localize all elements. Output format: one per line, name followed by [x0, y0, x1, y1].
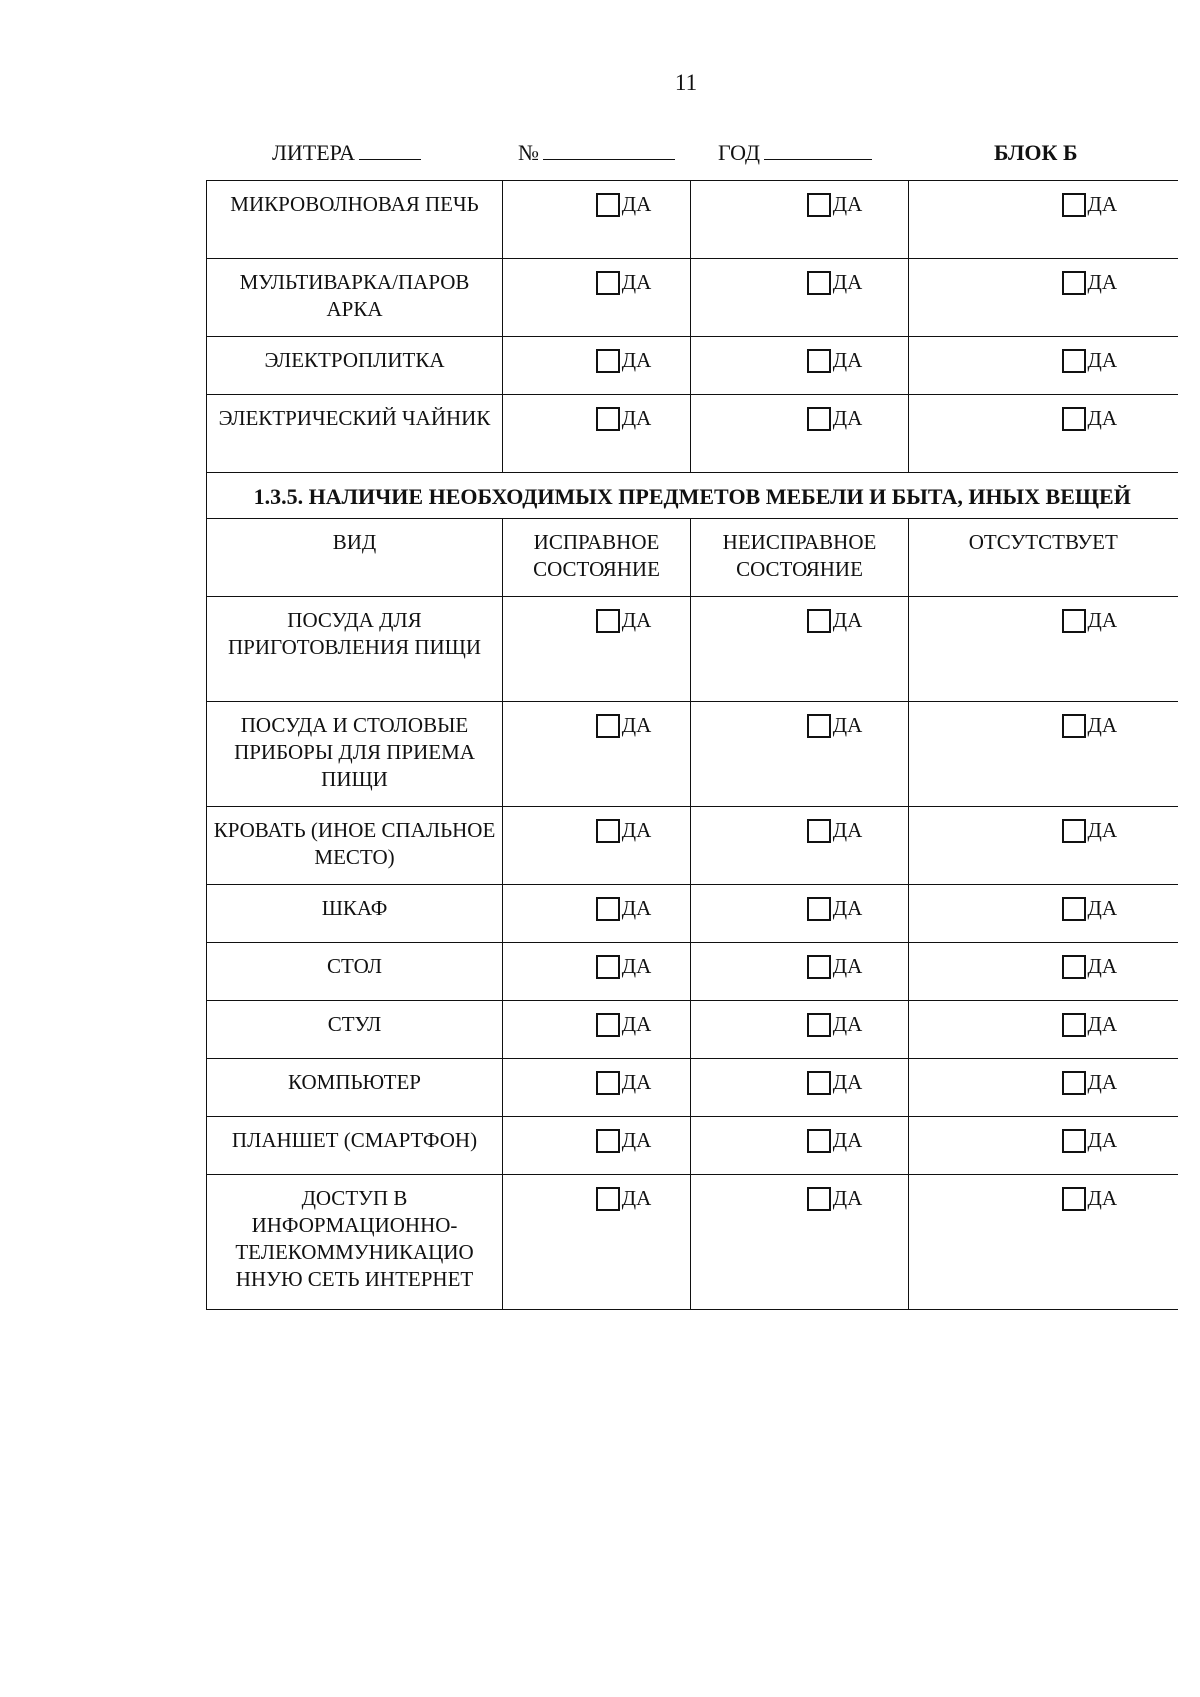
broken-cell [691, 181, 909, 259]
broken-checkbox-option[interactable] [807, 607, 863, 634]
litera-field [272, 140, 421, 166]
checkbox-label: ДА [832, 818, 863, 842]
working-cell [503, 1001, 691, 1059]
working-checkbox-option[interactable] [596, 1069, 652, 1096]
checkbox-label: ДА [1087, 1012, 1117, 1036]
absent-checkbox-option[interactable] [1062, 817, 1118, 844]
checkbox-label: ДА [621, 1012, 652, 1036]
absent-cell [909, 885, 1178, 943]
broken-checkbox-option[interactable] [807, 1127, 863, 1154]
checkbox[interactable] [596, 714, 620, 738]
checkbox-label: ДА [1087, 608, 1117, 632]
checkbox-label: ДА [832, 896, 863, 920]
checkbox[interactable] [596, 819, 620, 843]
working-checkbox-option[interactable] [596, 607, 652, 634]
absent-cell [909, 1117, 1178, 1175]
broken-checkbox-option[interactable] [807, 191, 863, 218]
working-cell [503, 1117, 691, 1175]
checkbox-label: ДА [621, 348, 652, 372]
inventory-table [206, 180, 1178, 1310]
checkbox[interactable] [1062, 407, 1086, 431]
checkbox[interactable] [807, 271, 831, 295]
year-label: ГОД [718, 140, 760, 165]
absent-checkbox-option[interactable] [1062, 1127, 1118, 1154]
checkbox-label: ДА [1087, 896, 1117, 920]
broken-cell [691, 1001, 909, 1059]
row-label: МУЛЬТИВАРКА/ПАРОВ АРКА [207, 259, 503, 337]
checkbox[interactable] [807, 1013, 831, 1037]
table-row [207, 1059, 1178, 1117]
checkbox-label: ДА [621, 896, 652, 920]
checkbox[interactable] [807, 193, 831, 217]
absent-checkbox-option[interactable] [1062, 607, 1118, 634]
appliance-rows [207, 181, 1178, 473]
table-row [207, 1001, 1178, 1059]
checkbox[interactable] [1062, 1071, 1086, 1095]
broken-cell [691, 337, 909, 395]
absent-checkbox-option[interactable] [1062, 269, 1118, 296]
column-header-type: ВИД [207, 519, 503, 597]
absent-checkbox-option[interactable] [1062, 1185, 1118, 1212]
working-cell [503, 943, 691, 1001]
checkbox[interactable] [1062, 955, 1086, 979]
absent-cell [909, 943, 1178, 1001]
furniture-rows [207, 597, 1178, 1310]
table-row [207, 395, 1178, 473]
working-checkbox-option[interactable] [596, 953, 652, 980]
checkbox[interactable] [807, 897, 831, 921]
checkbox-label: ДА [621, 1128, 652, 1152]
absent-checkbox-option[interactable] [1062, 712, 1118, 739]
broken-cell [691, 259, 909, 337]
table-row [207, 259, 1178, 337]
section-header [207, 473, 1178, 597]
working-cell [503, 597, 691, 702]
checkbox[interactable] [596, 271, 620, 295]
broken-checkbox-option[interactable] [807, 1011, 863, 1038]
checkbox-label: ДА [1087, 818, 1117, 842]
working-checkbox-option[interactable] [596, 895, 652, 922]
row-label: ДОСТУП В ИНФОРМАЦИОННО-ТЕЛЕКОММУНИКАЦИО ННУЮ СЕТЬ ИНТЕРНЕТ [207, 1175, 503, 1310]
checkbox-label: ДА [832, 713, 863, 737]
absent-cell [909, 259, 1178, 337]
checkbox[interactable] [807, 349, 831, 373]
checkbox[interactable] [807, 819, 831, 843]
year-blank[interactable] [764, 141, 872, 160]
table-row [207, 1117, 1178, 1175]
checkbox-label: ДА [1087, 954, 1117, 978]
checkbox-label: ДА [621, 406, 652, 430]
absent-cell [909, 1175, 1178, 1310]
checkbox[interactable] [596, 897, 620, 921]
row-label: КОМПЬЮТЕР [207, 1059, 503, 1117]
checkbox-label: ДА [621, 713, 652, 737]
table-row [207, 337, 1178, 395]
checkbox-label: ДА [832, 954, 863, 978]
column-header-broken: НЕИСПРАВНОЕ СОСТОЯНИЕ [691, 519, 909, 597]
checkbox-label: ДА [832, 1070, 863, 1094]
working-cell [503, 395, 691, 473]
absent-checkbox-option[interactable] [1062, 1069, 1118, 1096]
working-checkbox-option[interactable] [596, 817, 652, 844]
broken-checkbox-option[interactable] [807, 405, 863, 432]
absent-checkbox-option[interactable] [1062, 953, 1118, 980]
checkbox[interactable] [807, 1129, 831, 1153]
table-row [207, 885, 1178, 943]
row-label: ПОСУДА И СТОЛОВЫЕ ПРИБОРЫ ДЛЯ ПРИЕМА ПИЩИ [207, 702, 503, 807]
checkbox-label: ДА [1087, 270, 1117, 294]
absent-checkbox-option[interactable] [1062, 191, 1118, 218]
absent-cell [909, 702, 1178, 807]
number-field [518, 140, 675, 166]
table-row [207, 597, 1178, 702]
absent-checkbox-option[interactable] [1062, 895, 1118, 922]
checkbox[interactable] [1062, 897, 1086, 921]
checkbox[interactable] [596, 1013, 620, 1037]
checkbox-label: ДА [1087, 192, 1117, 216]
absent-cell [909, 597, 1178, 702]
checkbox[interactable] [1062, 271, 1086, 295]
absent-checkbox-option[interactable] [1062, 347, 1118, 374]
checkbox-label: ДА [621, 192, 652, 216]
checkbox-label: ДА [1087, 348, 1117, 372]
checkbox[interactable] [596, 1129, 620, 1153]
absent-cell [909, 1001, 1178, 1059]
checkbox-label: ДА [832, 192, 863, 216]
form-header [0, 140, 1200, 170]
working-cell [503, 702, 691, 807]
row-label: ЭЛЕКТРИЧЕСКИЙ ЧАЙНИК [207, 395, 503, 473]
row-label: СТУЛ [207, 1001, 503, 1059]
column-header-working: ИСПРАВНОЕ СОСТОЯНИЕ [503, 519, 691, 597]
broken-cell [691, 1117, 909, 1175]
checkbox[interactable] [807, 609, 831, 633]
checkbox[interactable] [807, 1071, 831, 1095]
broken-checkbox-option[interactable] [807, 1185, 863, 1212]
broken-checkbox-option[interactable] [807, 817, 863, 844]
checkbox[interactable] [596, 349, 620, 373]
working-checkbox-option[interactable] [596, 191, 652, 218]
broken-checkbox-option[interactable] [807, 895, 863, 922]
checkbox[interactable] [1062, 1013, 1086, 1037]
working-checkbox-option[interactable] [596, 1011, 652, 1038]
working-checkbox-option[interactable] [596, 405, 652, 432]
checkbox-label: ДА [832, 608, 863, 632]
checkbox[interactable] [596, 609, 620, 633]
broken-checkbox-option[interactable] [807, 1069, 863, 1096]
absent-checkbox-option[interactable] [1062, 405, 1118, 432]
page-number: 11 [674, 70, 698, 95]
checkbox-label: ДА [1087, 1128, 1117, 1152]
broken-checkbox-option[interactable] [807, 953, 863, 980]
working-cell [503, 337, 691, 395]
checkbox[interactable] [1062, 609, 1086, 633]
absent-cell [909, 807, 1178, 885]
year-field [718, 140, 872, 166]
checkbox-label: ДА [621, 1070, 652, 1094]
absent-checkbox-option[interactable] [1062, 1011, 1118, 1038]
checkbox[interactable] [1062, 193, 1086, 217]
section-title: 1.3.5. НАЛИЧИЕ НЕОБХОДИМЫХ ПРЕДМЕТОВ МЕБЕЛИ И БЫТА, ИНЫХ ВЕЩЕЙ [207, 473, 1178, 519]
broken-cell [691, 1059, 909, 1117]
working-cell [503, 181, 691, 259]
checkbox[interactable] [596, 1187, 620, 1211]
checkbox[interactable] [596, 407, 620, 431]
absent-cell [909, 395, 1178, 473]
column-header-row [207, 519, 1178, 597]
checkbox[interactable] [807, 955, 831, 979]
checkbox-label: ДА [621, 818, 652, 842]
checkbox-label: ДА [832, 1128, 863, 1152]
broken-cell [691, 807, 909, 885]
checkbox[interactable] [1062, 714, 1086, 738]
absent-cell [909, 181, 1178, 259]
checkbox-label: ДА [621, 1186, 652, 1210]
broken-checkbox-option[interactable] [807, 712, 863, 739]
checkbox-label: ДА [621, 954, 652, 978]
broken-cell [691, 885, 909, 943]
broken-cell [691, 1175, 909, 1310]
checkbox-label: ДА [621, 270, 652, 294]
checkbox[interactable] [807, 714, 831, 738]
row-label: МИКРОВОЛНОВАЯ ПЕЧЬ [207, 181, 503, 259]
row-label: ЭЛЕКТРОПЛИТКА [207, 337, 503, 395]
absent-cell [909, 1059, 1178, 1117]
table-row [207, 1175, 1178, 1310]
checkbox-label: ДА [1087, 1070, 1117, 1094]
checkbox-label: ДА [832, 348, 863, 372]
litera-label: ЛИТЕРА [272, 140, 355, 165]
checkbox[interactable] [1062, 1129, 1086, 1153]
checkbox-label: ДА [1087, 713, 1117, 737]
broken-cell [691, 702, 909, 807]
checkbox-label: ДА [832, 1012, 863, 1036]
litera-blank[interactable] [359, 141, 421, 160]
working-cell [503, 1059, 691, 1117]
broken-cell [691, 943, 909, 1001]
block-label: БЛОК Б [994, 140, 1078, 165]
working-checkbox-option[interactable] [596, 712, 652, 739]
checkbox[interactable] [807, 1187, 831, 1211]
checkbox[interactable] [596, 193, 620, 217]
broken-checkbox-option[interactable] [807, 347, 863, 374]
working-checkbox-option[interactable] [596, 347, 652, 374]
row-label: ПОСУДА ДЛЯ ПРИГОТОВЛЕНИЯ ПИЩИ [207, 597, 503, 702]
working-cell [503, 885, 691, 943]
broken-cell [691, 597, 909, 702]
working-cell [503, 1175, 691, 1310]
checkbox-label: ДА [621, 608, 652, 632]
checkbox-label: ДА [1087, 406, 1117, 430]
column-header-absent: ОТСУТСТВУЕТ [909, 519, 1178, 597]
number-blank[interactable] [543, 141, 675, 160]
working-cell [503, 259, 691, 337]
absent-cell [909, 337, 1178, 395]
checkbox[interactable] [1062, 349, 1086, 373]
working-cell [503, 807, 691, 885]
checkbox-label: ДА [1087, 1186, 1117, 1210]
broken-cell [691, 395, 909, 473]
table-row [207, 702, 1178, 807]
working-checkbox-option[interactable] [596, 1185, 652, 1212]
checkbox[interactable] [596, 955, 620, 979]
broken-checkbox-option[interactable] [807, 269, 863, 296]
row-label: ПЛАНШЕТ (СМАРТФОН) [207, 1117, 503, 1175]
row-label: КРОВАТЬ (ИНОЕ СПАЛЬНОЕ МЕСТО) [207, 807, 503, 885]
row-label: ШКАФ [207, 885, 503, 943]
checkbox-label: ДА [832, 1186, 863, 1210]
checkbox-label: ДА [832, 406, 863, 430]
working-checkbox-option[interactable] [596, 269, 652, 296]
table-row [207, 807, 1178, 885]
working-checkbox-option[interactable] [596, 1127, 652, 1154]
table-row [207, 943, 1178, 1001]
table-row [207, 181, 1178, 259]
checkbox[interactable] [807, 407, 831, 431]
checkbox[interactable] [1062, 1187, 1086, 1211]
row-label: СТОЛ [207, 943, 503, 1001]
section-title-row [207, 473, 1178, 519]
checkbox[interactable] [1062, 819, 1086, 843]
checkbox-label: ДА [832, 270, 863, 294]
checkbox[interactable] [596, 1071, 620, 1095]
number-label: № [518, 140, 539, 165]
